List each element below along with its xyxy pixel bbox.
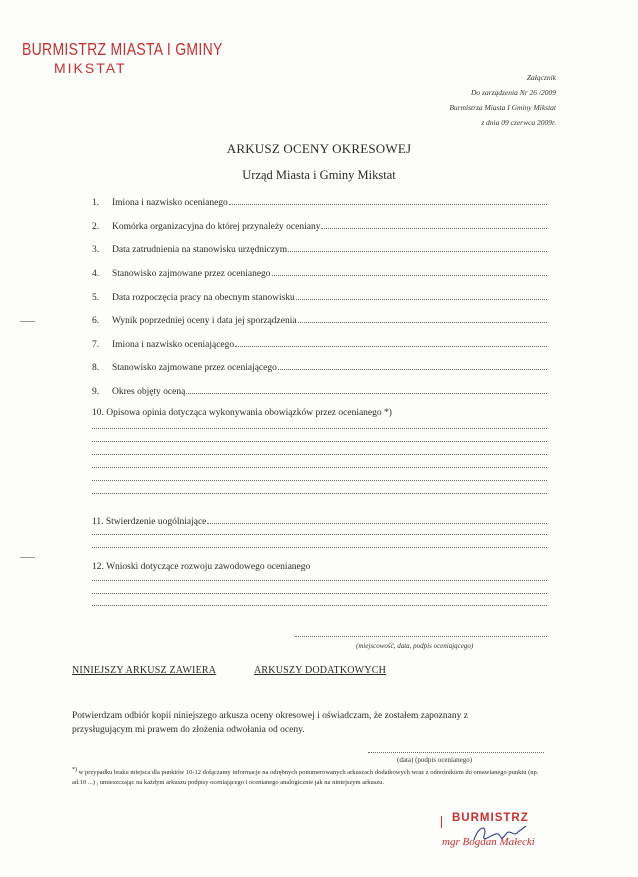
footnote-mark: *)	[72, 767, 77, 773]
fill-line[interactable]	[278, 361, 547, 370]
employee-signature-caption: (data) (podpis ocenianego)	[397, 756, 473, 764]
item-label: 11. Stwierdzenie uogólniające	[92, 517, 207, 527]
annex-line: Do zarządzenia Nr 26 /2009	[470, 88, 556, 97]
item-number: 9.	[92, 387, 100, 397]
fill-line[interactable]	[92, 580, 547, 581]
item-label: Okres objęty oceną	[112, 387, 186, 397]
fill-line[interactable]	[92, 480, 547, 481]
item-number: 1.	[92, 198, 100, 208]
mayor-title: BURMISTRZ	[452, 812, 529, 824]
form-item-3	[92, 243, 547, 255]
item-label: Imiona i nazwisko ocenianego	[112, 198, 228, 208]
annex-line: z dnia 09 czerwca 2009r.	[481, 118, 556, 127]
stamp-line2: MIKSTAT	[54, 60, 127, 76]
fill-line[interactable]	[229, 196, 547, 205]
annex-line: Załącznik	[526, 73, 556, 82]
item-number: 8.	[92, 363, 100, 373]
fill-line[interactable]	[92, 534, 547, 535]
confirmation-statement: Potwierdzam odbiór kopii niniejszego arkusza oceny okresowej i oświadczam, że zostałem zapoznany z przysługującym mi prawem do złożenia odwołania od oceny.	[72, 711, 468, 735]
form-item-5	[92, 291, 547, 303]
item-label: Imiona i nazwisko oceniającego	[112, 340, 235, 350]
item-number: 3.	[92, 245, 100, 255]
footnote-text: w przypadku braku miejsca dla punktów 10-12 dołączamy informacje na odrębnych ponumerowanych arkuszach dodatkowych wraz z odnośnikiem do omawianego punktu (np. ad.10 ...) , umieszczając na każdym arkuszu podpisy oceniającego i ocenianego analogicznie jak na niniejszym arkuszu.	[72, 769, 539, 786]
item-label: Data zatrudnienia na stanowisku urzędniczym	[112, 245, 288, 255]
fill-line[interactable]	[321, 220, 547, 229]
attachment-sheets-label: ARKUSZY DODATKOWYCH	[254, 665, 387, 676]
stamp-line1: BURMISTRZ MIASTA I GMINY	[22, 38, 223, 59]
binding-mark	[20, 557, 35, 558]
item-label: Stanowisko zajmowane przez oceniającego	[112, 363, 277, 373]
item-label: 12. Wnioski dotyczące rozwoju zawodowego ocenianego	[92, 562, 311, 572]
attachment-count-label: NINIEJSZY ARKUSZ ZAWIERA	[72, 665, 217, 676]
form-item-8	[92, 361, 547, 373]
fill-line[interactable]	[92, 605, 547, 606]
fill-line[interactable]	[186, 385, 547, 394]
item-label: Wynik poprzedniej oceny i data jej sporządzenia	[112, 316, 297, 326]
fill-line[interactable]	[92, 593, 547, 594]
fill-line[interactable]	[207, 515, 547, 524]
form-item-2	[92, 220, 547, 232]
item-number: 5.	[92, 293, 100, 303]
form-item-10	[92, 408, 547, 418]
fill-line[interactable]	[235, 338, 547, 347]
fill-line[interactable]	[296, 291, 547, 300]
evaluator-signature-caption: (miejscowość, data, podpis oceniającego)	[356, 642, 474, 650]
evaluator-signature-line[interactable]	[295, 636, 547, 637]
form-item-11	[92, 515, 547, 527]
document-title: ARKUSZ OCENY OKRESOWEJ	[226, 141, 412, 156]
handwritten-signature	[470, 820, 530, 850]
footnote	[72, 766, 552, 787]
fill-line[interactable]	[92, 428, 547, 429]
form-item-12	[92, 562, 547, 572]
fill-line[interactable]	[92, 467, 547, 468]
annex-note	[336, 70, 556, 130]
form-item-9	[92, 385, 547, 397]
item-label: Stanowisko zajmowane przez ocenianego	[112, 269, 271, 279]
item-label: 10. Opisowa opinia dotycząca wykonywania obowiązków przez ocenianego *)	[92, 408, 392, 418]
fill-line[interactable]	[272, 267, 547, 276]
fill-line[interactable]	[92, 547, 547, 548]
item-label: Data rozpoczęcia pracy na obecnym stanowisku	[112, 293, 295, 303]
annex-line: Burmistrza Miasta I Gminy Mikstat	[449, 103, 556, 112]
employee-signature-line[interactable]	[368, 752, 544, 753]
form-item-6	[92, 314, 547, 326]
fill-line[interactable]	[298, 314, 547, 323]
form-item-4	[92, 267, 547, 279]
item-number: 7.	[92, 340, 100, 350]
mayor-name: mgr Bogdan Małecki	[442, 836, 535, 848]
form-item-1	[92, 196, 547, 208]
document-subtitle: Urząd Miasta i Gminy Mikstat	[242, 168, 396, 182]
fill-line[interactable]	[92, 441, 547, 442]
item-number: 2.	[92, 222, 100, 232]
binding-mark	[20, 321, 35, 322]
item-number: 6.	[92, 316, 100, 326]
fill-line[interactable]	[288, 243, 547, 252]
fill-line[interactable]	[92, 454, 547, 455]
fill-line[interactable]	[92, 493, 547, 494]
office-stamp	[22, 40, 223, 75]
item-number: 4.	[92, 269, 100, 279]
item-label: Komórka organizacyjna do której przynależy oceniany	[112, 222, 321, 232]
form-item-7	[92, 338, 547, 350]
